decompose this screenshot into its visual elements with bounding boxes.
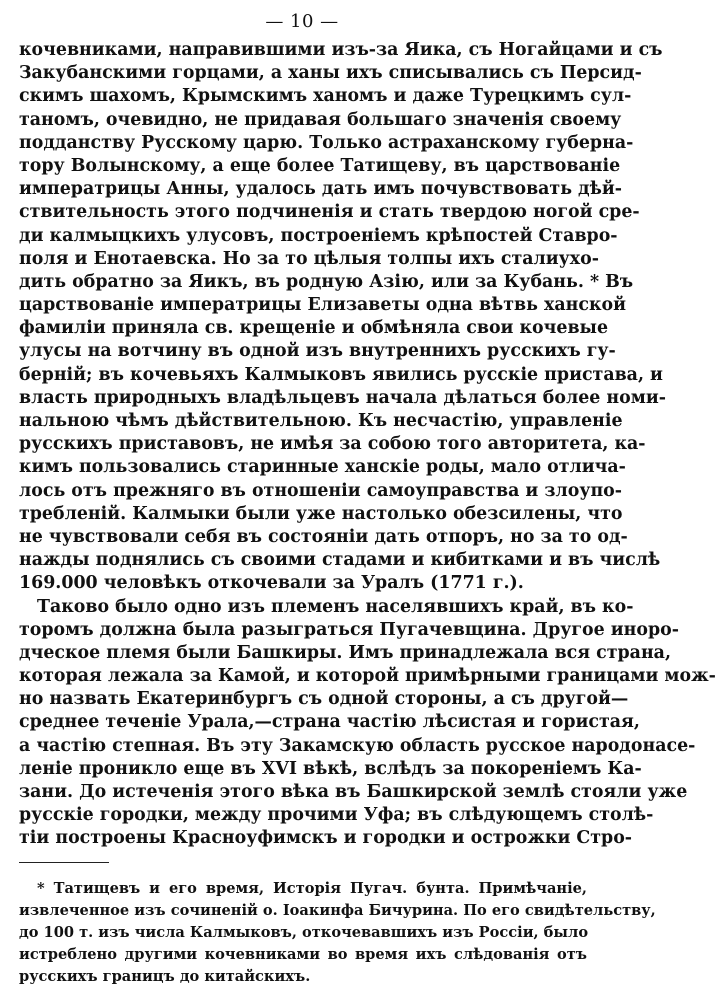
footnote-line: истреблено другими кочевниками во время ихъ слѣдованія отъ (19, 946, 587, 963)
page-number: — 10 — (265, 11, 339, 32)
footnote (19, 878, 656, 988)
text-line: власть природныхъ владѣльцевъ начала дѣлаться более номи- (19, 387, 666, 408)
text-line: улусы на вотчину въ одной изъ внутреннихъ русскихъ гу- (19, 341, 616, 362)
footnote-line: * Татищевъ и его время, Исторія Пугач. бунта. Примѣчаніе, (37, 880, 587, 897)
text-line: требленій. Калмыки были уже настолько обезсилены, что (19, 503, 623, 524)
text-line: ди калмыцкихъ улусовъ, построеніемъ крѣпостей Ставро- (19, 225, 618, 246)
text-line: скимъ шахомъ, Крымскимъ ханомъ и даже Турецкимъ сул- (19, 86, 632, 107)
body-text (19, 39, 716, 851)
footnote-line: русскихъ границъ до китайскихъ. (19, 968, 311, 985)
text-line: не чувствовали себя въ состояніи дать отпоръ, но за то од- (19, 526, 628, 547)
text-line: Закубанскими горцами, а ханы ихъ списывались съ Персид- (19, 63, 642, 84)
text-line: императрицы Анны, удалось дать имъ почувствовать дѣй- (19, 179, 622, 200)
text-line: среднее теченіе Урала,—страна частію лѣсистая и гористая, (19, 712, 640, 733)
text-line: ствительность этого подчиненія и стать твердою ногой сре- (19, 202, 640, 223)
paragraph-2 (19, 596, 716, 851)
text-line: фамиліи приняла св. крещеніе и обмѣняла свои кочевые (19, 318, 609, 339)
text-line: поля и Енотаевска. Но за то цѣлыя толпы ихъ сталиухо- (19, 248, 599, 269)
text-line: зани. До истеченія этого вѣка въ Башкирской землѣ стояли уже (19, 782, 688, 802)
text-line: подданству Русскому царю. Только астраханскому губерна- (19, 132, 634, 153)
text-line: лось отъ прежняго въ отношеніи самоуправства и злоупо- (19, 480, 622, 501)
text-line: таномъ, очевидно, не придавая большаго значенія своему (19, 109, 622, 130)
text-line: кочевниками, направившими изъ-за Яика, съ Ногайцами и съ (19, 40, 663, 60)
text-line: Таково было одно изъ племенъ населявшихъ край, въ ко- (37, 596, 634, 617)
text-line: тору Волынскому, а еще более Татищеву, въ царствованіе (19, 155, 621, 176)
text-line: нальною чѣмъ дѣйствительною. Къ несчастію, управленіе (19, 411, 623, 431)
footnote-divider (19, 862, 109, 863)
footnote-line: до 100 т. изъ числа Калмыковъ, откочевавшихъ изъ Россіи, было (19, 924, 589, 941)
text-line: дить обратно за Яикъ, въ родную Азію, или за Кубань. * Въ (19, 271, 634, 292)
text-line: тіи построены Красноуфимскъ и городки и острожки Стро- (19, 828, 633, 849)
text-line: русскіе городки, между прочими Уфа; въ слѣдующемъ столѣ- (19, 805, 654, 826)
text-line: а частію степная. Въ эту Закамскую область русское народонасе- (19, 735, 696, 756)
text-line: русскихъ приставовъ, не имѣя за собою того авторитета, ка- (19, 434, 646, 455)
text-line: которая лежала за Камой, и которой примѣрными границами мож- (19, 666, 716, 687)
text-line: торомъ должна была разыграться Пугачевщина. Другое иноро- (19, 619, 679, 640)
text-line: 169.000 человѣкъ откочевали за Уралъ (1771 г.). (19, 573, 524, 594)
text-line: дческое племя были Башкиры. Имъ принадлежала вся страна, (19, 642, 672, 663)
text-line: но назвать Екатеринбургъ съ одной стороны, а съ другой— (19, 689, 629, 710)
paragraph-1 (19, 39, 666, 596)
text-line: берній; въ кочевьяхъ Калмыковъ явились русскіе пристава, и (19, 364, 663, 385)
text-line: царствованіе императрицы Елизаветы одна вѣтвь ханской (19, 295, 626, 316)
footnote-line: извлеченное изъ сочиненій о. Іоакинфа Бичурина. По его свидѣтельству, (19, 902, 656, 919)
text-line: леніе проникло еще въ XVI вѣкѣ, вслѣдъ за покореніемъ Ка- (19, 758, 642, 779)
text-line: кимъ пользовались старинные ханскіе роды, мало отлича- (19, 457, 626, 478)
text-line: нажды поднялись съ своими стадами и кибитками и въ числѣ (19, 550, 661, 571)
